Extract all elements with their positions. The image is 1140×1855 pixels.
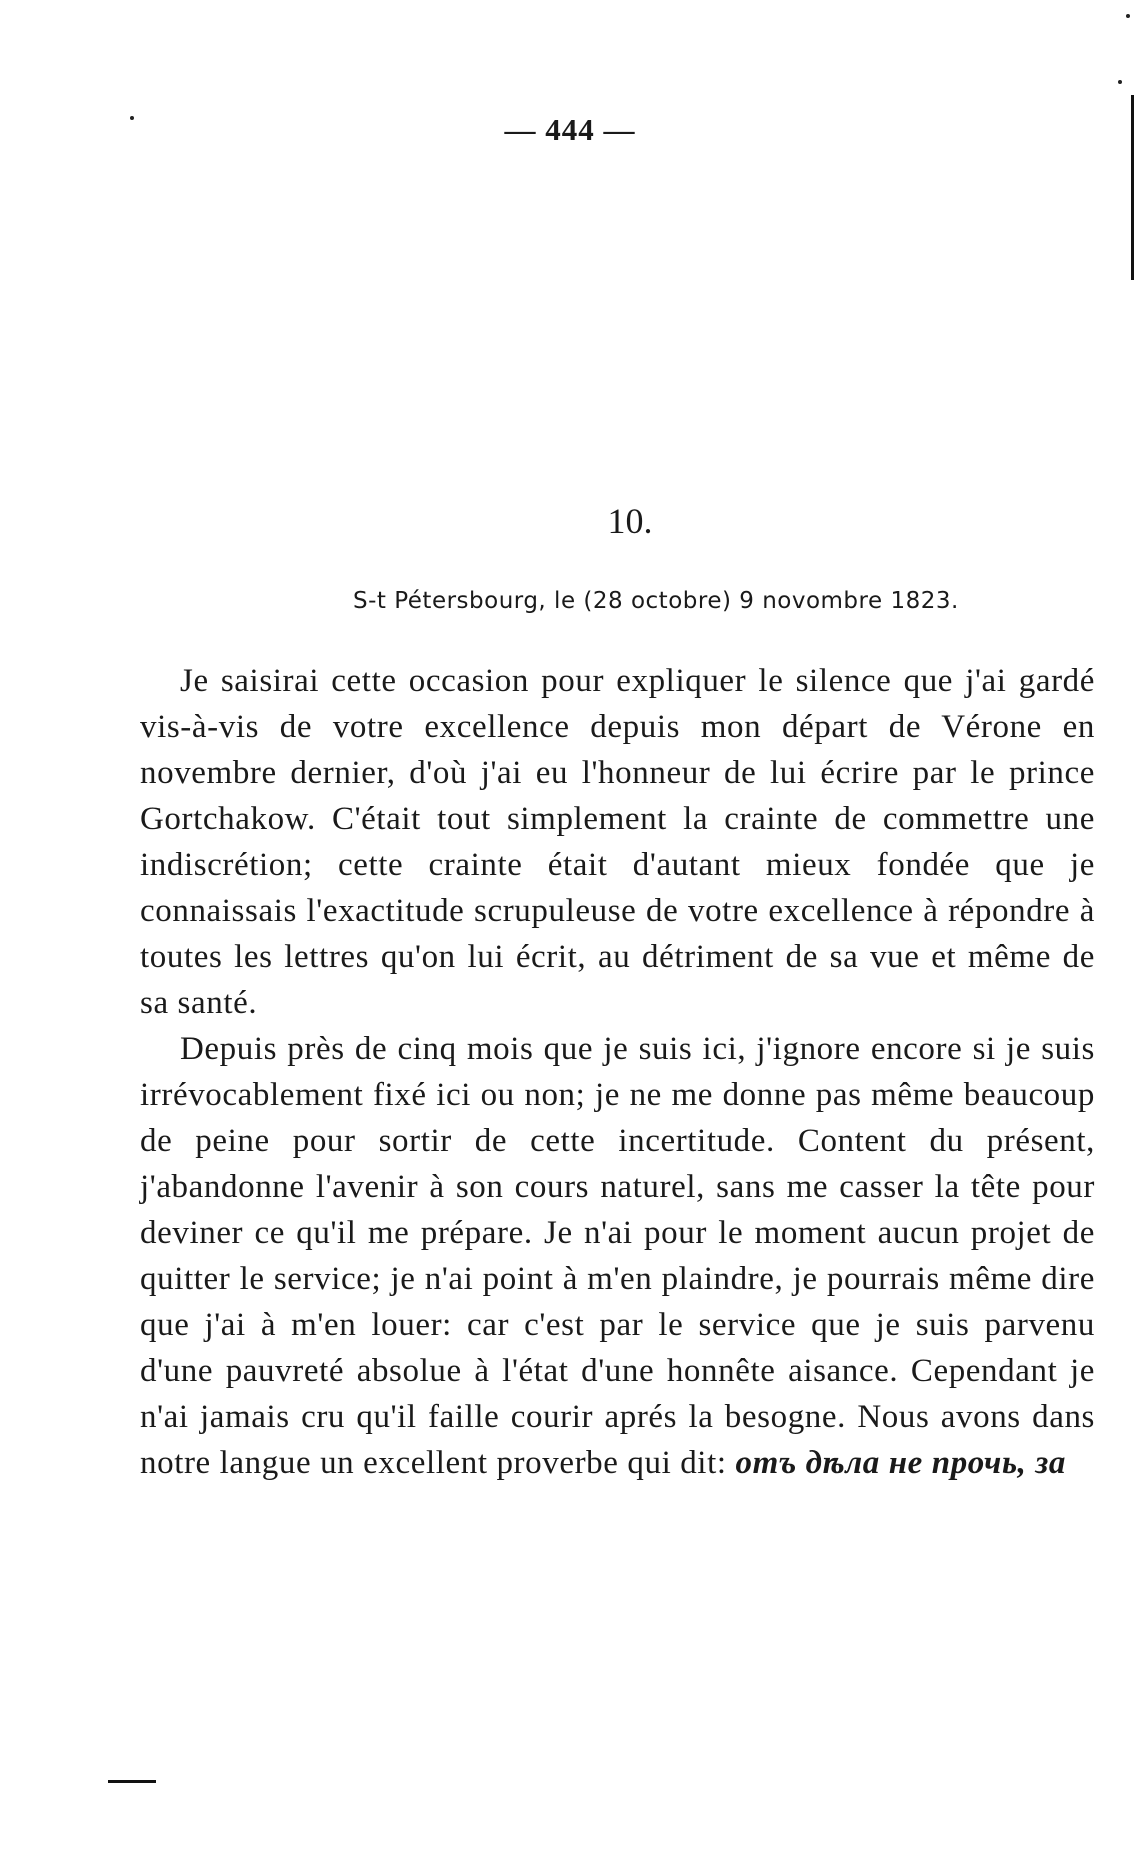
letter-body: [140, 658, 1095, 1486]
proverb-cyrillic: отъ дѣла не прочь, за: [735, 1445, 1066, 1481]
scan-speck: [1126, 14, 1130, 18]
paragraph-text: Depuis près de cinq mois que je suis ici, j'ignore encore si je suis irrévocablement fixé ici ou non; je ne me donne pas même beaucoup de peine pour sortir de cette incertitude. Content du présent, j'abandonne l'avenir à son cours naturel, sans me casser la tête pour deviner ce qu'il me prépare. Je n'ai pour le moment aucun projet de quitter le service; je n'ai point à m'en plaindre, je pourrais même dire que j'ai à m'en louer: car c'est par le service que je suis parvenu d'une pauvreté absolue à l'état d'une honnête aisance. Cependant je n'ai jamais cru qu'il faille courir aprés la besogne. Nous avons dans notre langue un excellent proverbe qui dit:: [140, 1031, 1095, 1481]
page-number: — 444 —: [504, 112, 636, 147]
scan-edge-mark: [1131, 95, 1134, 280]
letter-number: 10.: [607, 501, 653, 541]
scan-speck: [1118, 80, 1122, 84]
footer-rule: [108, 1780, 156, 1783]
paragraph: Je saisirai cette occasion pour expliquer le silence que j'ai gardé vis-à-vis de votre excellence depuis mon départ de Vérone en novembre dernier, d'où j'ai eu l'honneur de lui écrire par le prince Gortchakow. C'était tout simplement la crainte de commettre une indiscrétion; cette crainte était d'autant mieux fondée que je connaissais l'exactitude scrupuleuse de votre excellence à répondre à toutes les lettres qu'on lui écrit, au détriment de sa vue et même de sa santé.: [140, 663, 1095, 1021]
scan-speck: [130, 116, 134, 120]
paragraph: [140, 1026, 1095, 1486]
letter-dateline: S-t Pétersbourg, le (28 octobre) 9 novombre 1823.: [353, 588, 959, 614]
